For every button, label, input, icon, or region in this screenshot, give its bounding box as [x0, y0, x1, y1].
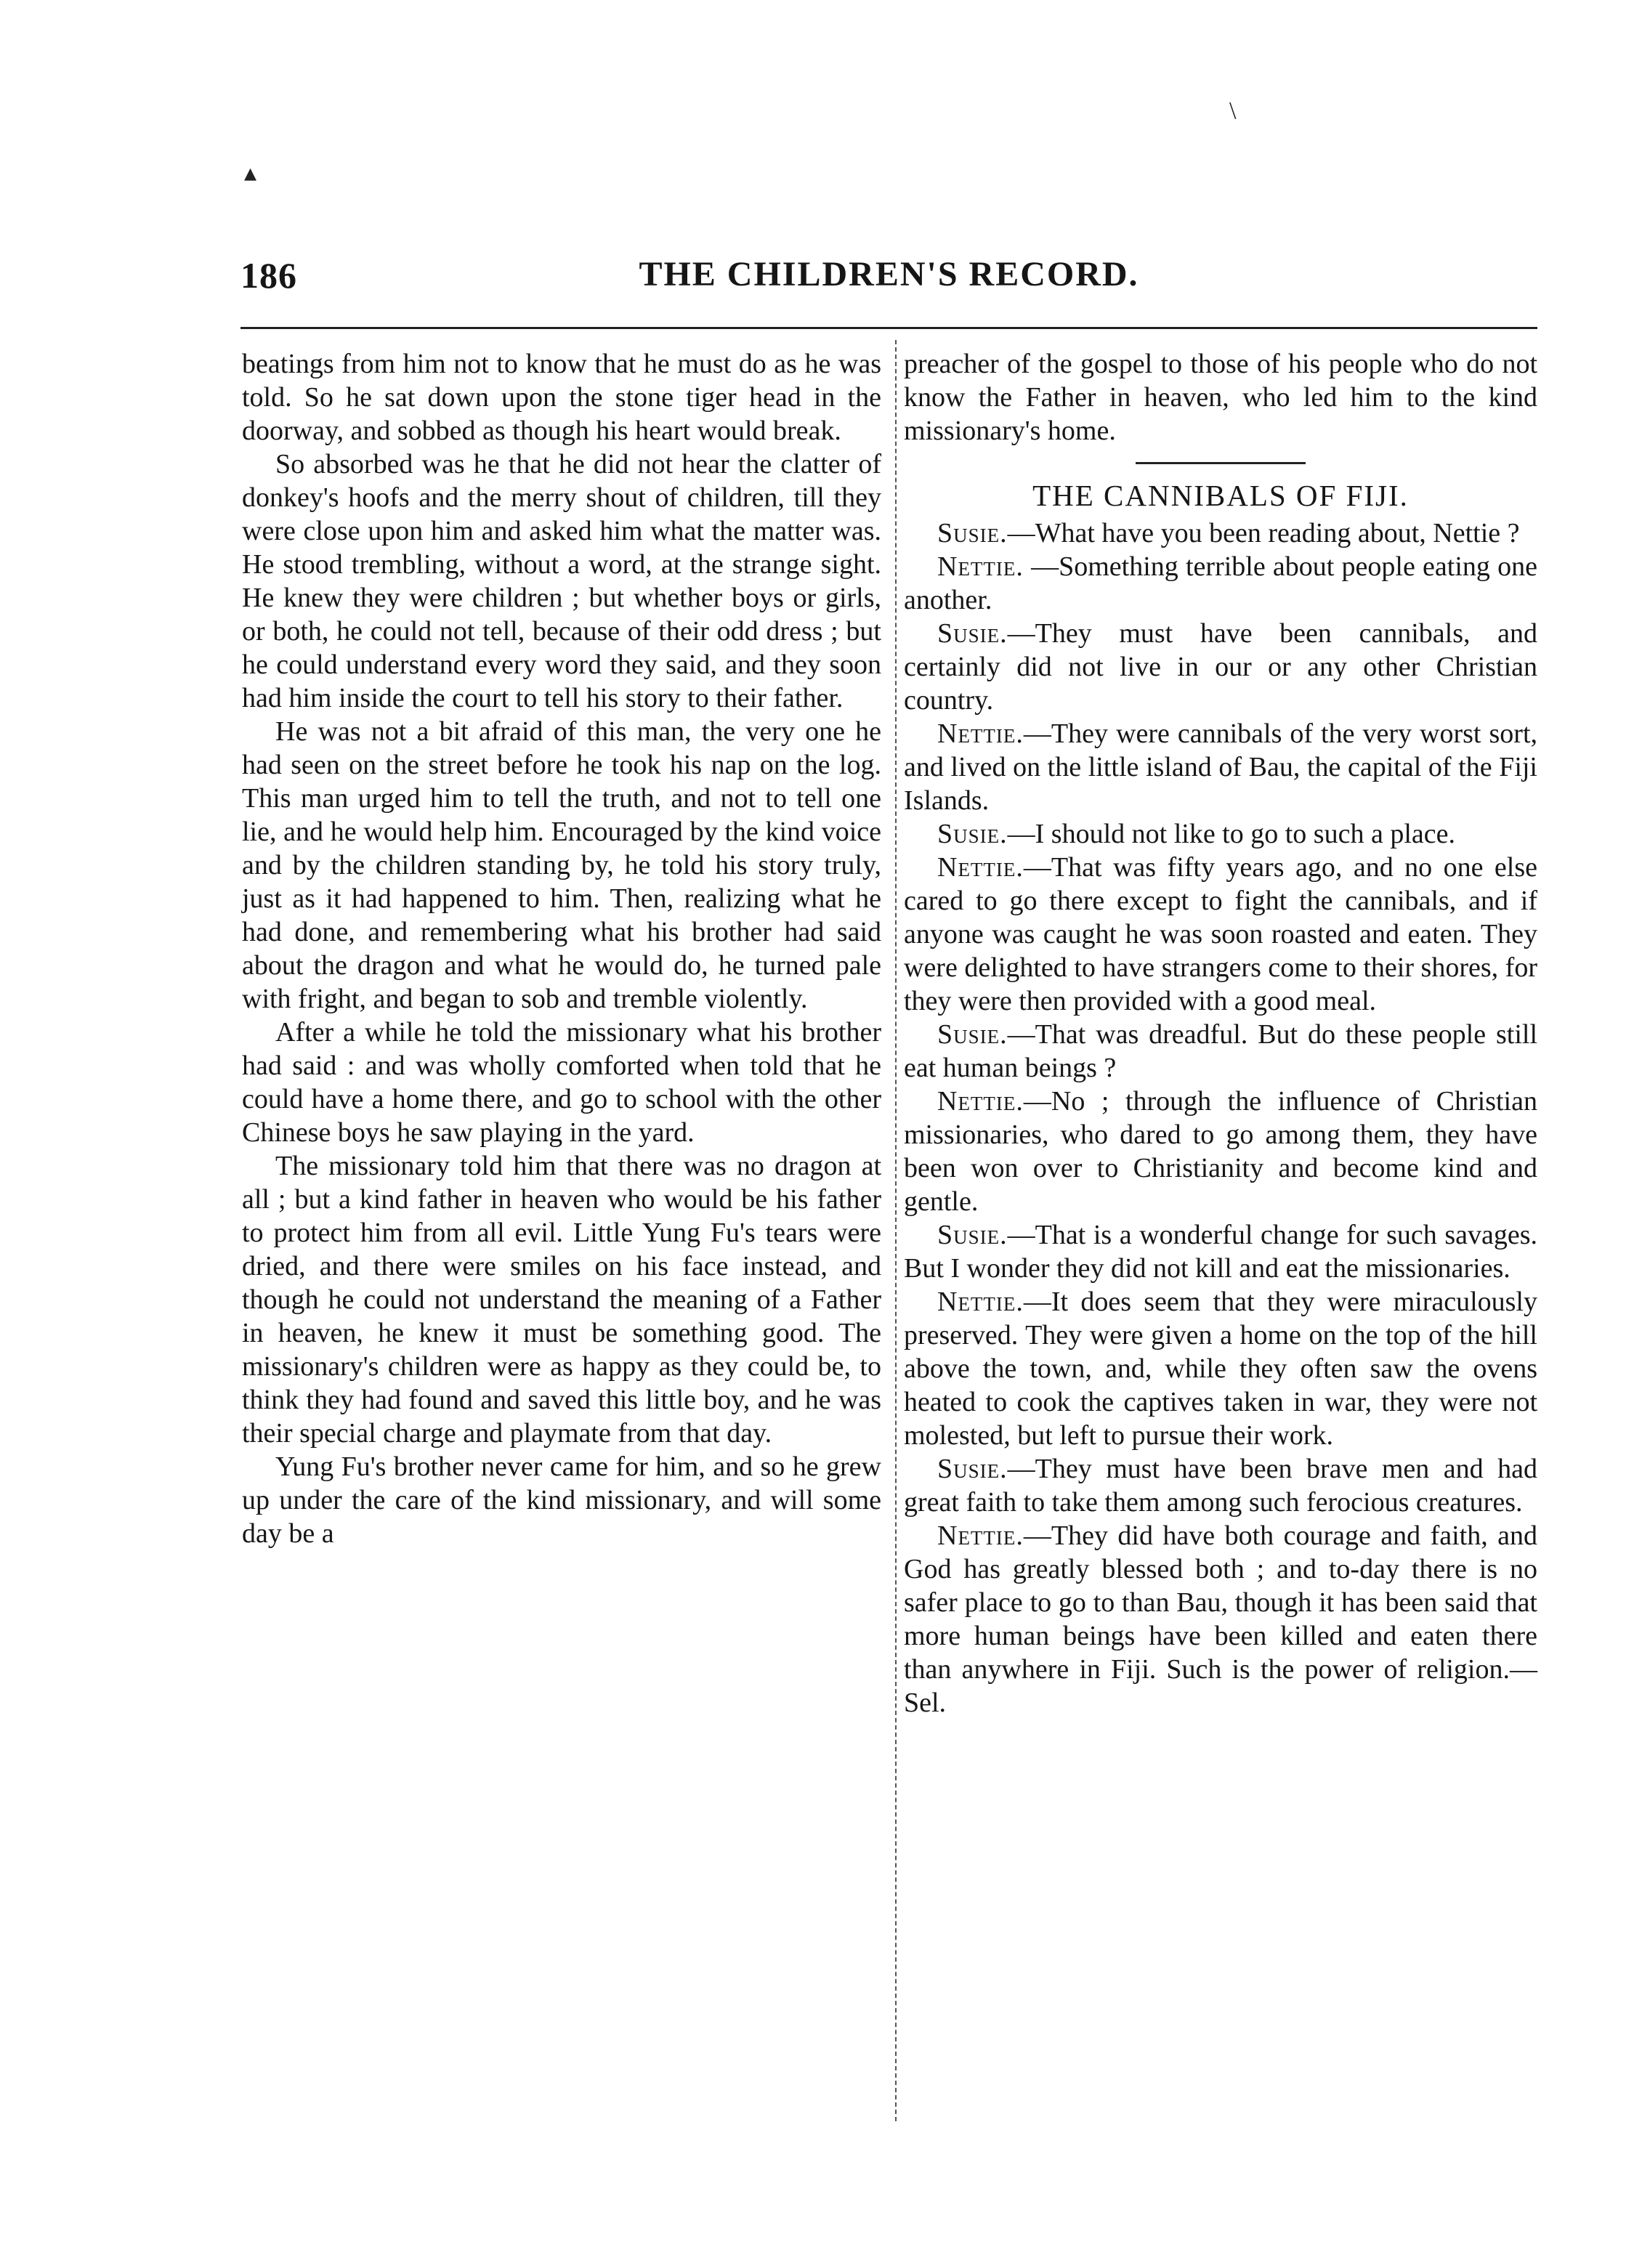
dialogue-line	[904, 1452, 1537, 1519]
speaker-name: Nettie.	[937, 1287, 1024, 1317]
paragraph: After a while he told the missionary what his brother had said : and was wholly comforted when told that he could have a home there, and go to school with the other Chinese boys he saw playing in the yard.	[242, 1017, 881, 1148]
journal-title: THE CHILDREN'S RECORD.	[639, 255, 1139, 293]
stray-mark: \	[1229, 97, 1237, 124]
dialogue-text: —Something terrible about people eating one another.	[904, 551, 1537, 615]
dialogue-line	[904, 617, 1537, 717]
speaker-name: Nettie.	[937, 718, 1024, 749]
dialogue-line	[904, 1085, 1537, 1218]
speaker-name: Susie.	[937, 1454, 1008, 1484]
speaker-name: Susie.	[937, 618, 1008, 649]
dialogue-text: —That was fifty years ago, and no one else cared to go there except to fight the cannibals, and if anyone was caught he was soon roasted and eaten. They were delighted to have strangers come to their shores, for they were then provided with a good meal.	[904, 852, 1537, 1016]
paragraph: Yung Fu's brother never came for him, and so he grew up under the care of the kind missionary, and will some day be a	[242, 1451, 881, 1549]
dialogue-line	[904, 1519, 1537, 1720]
dialogue-line	[904, 1218, 1537, 1285]
column-divider	[895, 340, 897, 2121]
dialogue-text: —They must have been brave men and had great faith to take them among such ferocious creatures.	[904, 1454, 1537, 1518]
dialogue-line	[904, 1018, 1537, 1085]
paragraph: beatings from him not to know that he must do as he was told. So he sat down upon the stone tiger head in the doorway, and sobbed as though his heart would break.	[242, 349, 881, 446]
dialogue-line	[904, 717, 1537, 817]
speaker-name: Nettie.	[937, 551, 1024, 582]
speaker-name: Susie.	[937, 1220, 1008, 1250]
dialogue-line	[904, 550, 1537, 617]
dialogue-line	[904, 851, 1537, 1018]
paragraph: So absorbed was he that he did not hear the clatter of donkey's hoofs and the merry shout of children, till they were close upon him and asked him what the matter was. He stood trembling, without a word, at the strange sight. He knew they were children ; but whether boys or girls, or both, he could not tell, because of their odd dress ; but he could understand every word they said, and they soon had him inside the court to tell his story to their father.	[242, 449, 881, 713]
dialogue-line	[904, 1285, 1537, 1452]
speaker-name: Susie.	[937, 819, 1008, 849]
section-title: THE CANNIBALS OF FIJI.	[1032, 479, 1409, 512]
dialogue-text: —They were cannibals of the very worst sort, and lived on the little island of Bau, the capital of the Fiji Islands.	[904, 718, 1537, 816]
dialogue-text: —They must have been cannibals, and certainly did not live in our or any other Christian country.	[904, 618, 1537, 716]
dialogue	[904, 517, 1537, 1720]
page-number: 186	[240, 255, 297, 296]
dialogue-text: —That was dreadful. But do these people still eat human beings ?	[904, 1019, 1537, 1083]
left-column	[242, 347, 881, 1550]
dialogue-line	[904, 517, 1537, 550]
speaker-name: Susie.	[937, 1019, 1008, 1050]
right-column	[904, 347, 1537, 1720]
section-rule	[1136, 462, 1306, 464]
speaker-name: Nettie.	[937, 1086, 1024, 1117]
paragraph: He was not a bit afraid of this man, the very one he had seen on the street before he took his nap on the log. This man urged him to tell the truth, and not to tell one lie, and he would help him. Encouraged by the kind voice and by the children standing by, he told his story truly, just as it had happened to him. Then, realizing what he had done, and remembering what his brother had said about the dragon and what he would do, he turned pale with fright, and began to sob and tremble violently.	[242, 716, 881, 1014]
dialogue-text: —I should not like to go to such a place.	[1007, 819, 1455, 849]
dialogue-text: —It does seem that they were miraculously preserved. They were given a home on the top of the hill above the town, and, while they often saw the ovens heated to cook the captives taken in war, they were not molested, but left to pursue their work.	[904, 1287, 1537, 1451]
stray-mark: ▴	[244, 160, 257, 187]
speaker-name: Nettie.	[937, 852, 1024, 883]
dialogue-text: —That is a wonderful change for such savages. But I wonder they did not kill and eat the missionaries.	[904, 1220, 1537, 1284]
dialogue-text: —What have you been reading about, Nettie ?	[1007, 518, 1520, 548]
paragraph: The missionary told him that there was no dragon at all ; but a kind father in heaven who would be his father to protect him from all evil. Little Yung Fu's tears were dried, and there were smiles on his face instead, and though he could not understand the meaning of a Father in heaven, he knew it must be something good. The missionary's children were as happy as they could be, to think they had found and saved this little boy, and he was their special charge and playmate from that day.	[242, 1151, 881, 1449]
paragraph: preacher of the gospel to those of his people who do not know the Father in heaven, who led him to the kind missionary's home.	[904, 349, 1537, 446]
header-rule	[240, 327, 1537, 329]
dialogue-text: —They did have both courage and faith, and God has greatly blessed both ; and to-day there is no safer place to go to than Bau, though it has been said that more human beings have been killed and eaten there than anywhere in Fiji. Such is the power of religion.—Sel.	[904, 1520, 1537, 1718]
page-header	[240, 254, 1537, 302]
speaker-name: Susie.	[937, 518, 1008, 548]
dialogue-text: —No ; through the influence of Christian missionaries, who dared to go among them, they have been won over to Christianity and become kind and gentle.	[904, 1086, 1537, 1217]
dialogue-line	[904, 817, 1537, 851]
speaker-name: Nettie.	[937, 1520, 1024, 1551]
